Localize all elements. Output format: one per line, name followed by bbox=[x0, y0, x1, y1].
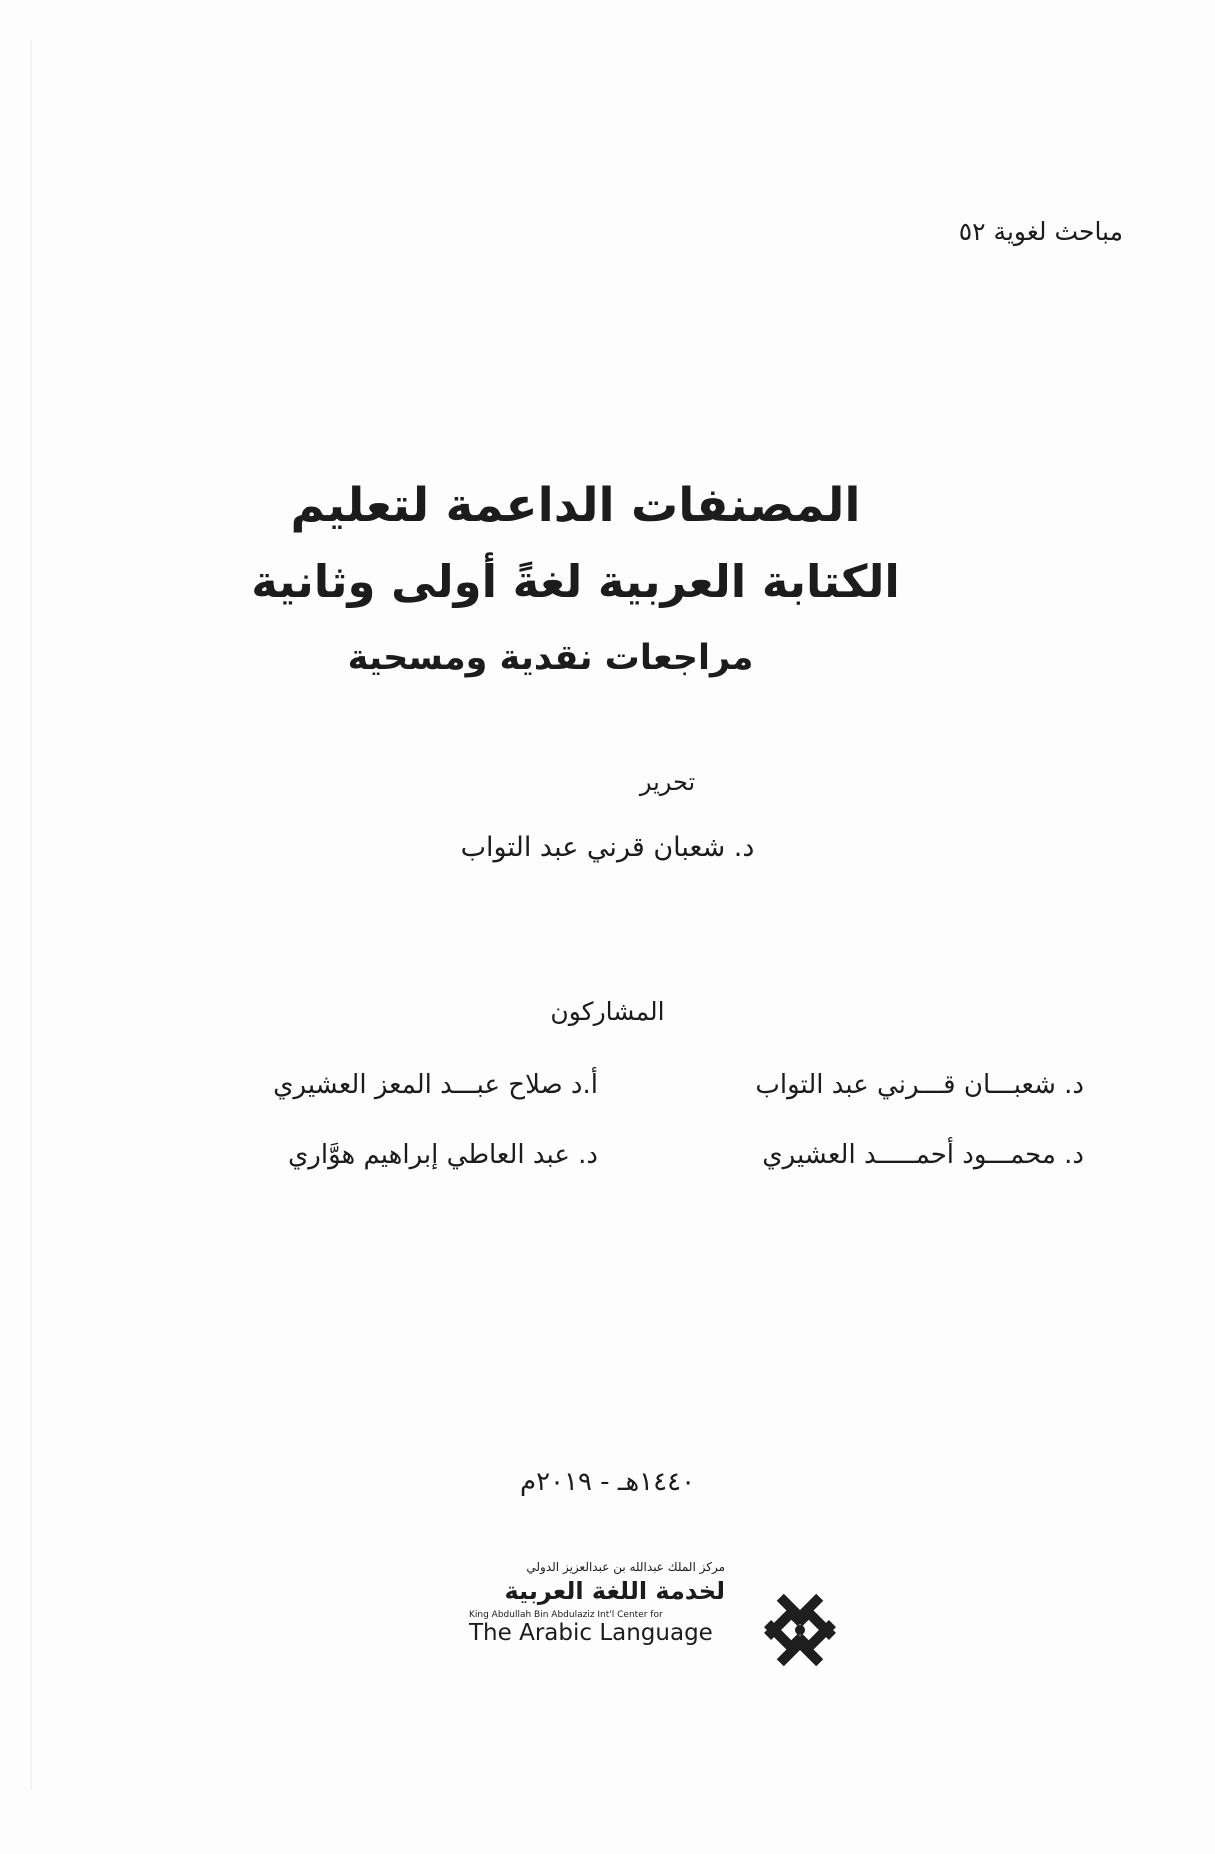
publisher-line-1: مركز الملك عبدالله بن عبدالعزيز الدولي bbox=[526, 1560, 725, 1574]
publication-date: ١٤٤٠هـ - ٢٠١٩م bbox=[519, 1467, 696, 1497]
subtitle: مراجعات نقدية ومسحية bbox=[347, 638, 754, 678]
publisher-line-4: The Arabic Language bbox=[469, 1620, 713, 1646]
participant-3: د. محمـــود أحمـــــد العشيري bbox=[762, 1140, 1084, 1170]
participant-4: د. عبد العاطي إبراهيم هوَّاري bbox=[287, 1140, 598, 1170]
participant-1: د. شعبـــان قـــرني عبد التواب bbox=[755, 1070, 1084, 1100]
title-line-2: الكتابة العربية لغةً أولى وثانية bbox=[251, 555, 900, 608]
editor-name: د. شعبان قرني عبد التواب bbox=[460, 832, 755, 863]
series-label: مباحث لغوية ٥٢ bbox=[958, 217, 1123, 246]
center-logo-icon bbox=[740, 1570, 860, 1680]
participant-2: أ.د صلاح عبـــد المعز العشيري bbox=[273, 1070, 598, 1100]
title-line-1: المصنفات الداعمة لتعليم bbox=[290, 478, 861, 533]
publisher-logo bbox=[469, 1560, 860, 1700]
publisher-line-2: لخدمة اللغة العربية bbox=[504, 1577, 725, 1605]
editor-label: تحرير bbox=[639, 768, 696, 796]
participants-label: المشاركون bbox=[550, 997, 665, 1026]
publisher-line-3: King Abdullah Bin Abdulaziz Int'l Center for bbox=[469, 1610, 663, 1620]
publisher-text bbox=[465, 1560, 725, 1646]
scan-shadow bbox=[30, 40, 32, 1790]
